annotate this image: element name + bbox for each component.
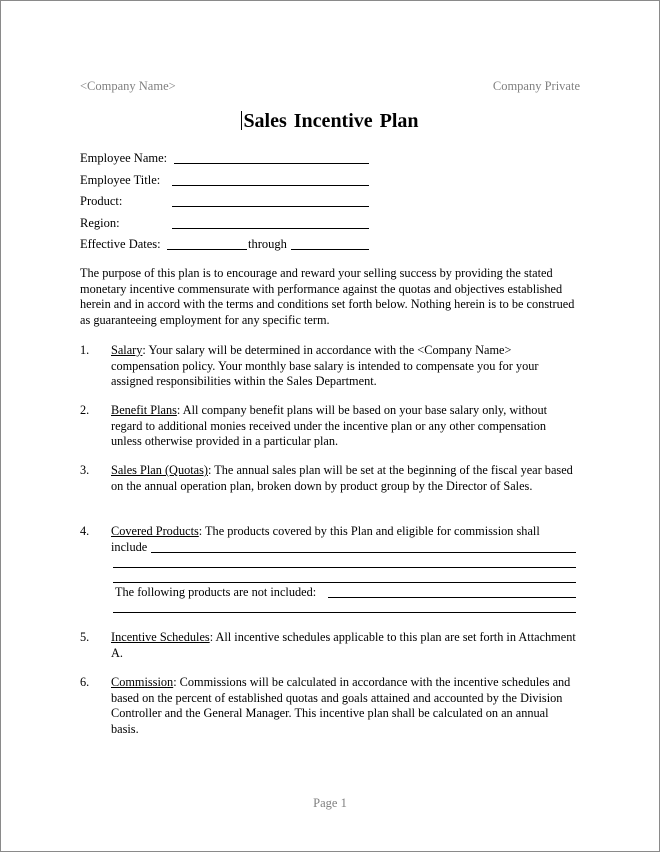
employee-title-line[interactable] bbox=[172, 185, 369, 186]
section-number: 4. bbox=[80, 524, 90, 538]
excluded-products-line-1[interactable] bbox=[328, 597, 576, 598]
section-number: 1. bbox=[80, 343, 90, 357]
region-field[interactable] bbox=[80, 215, 370, 231]
section-number: 3. bbox=[80, 463, 90, 477]
section-salary bbox=[80, 343, 580, 391]
product-line[interactable] bbox=[172, 206, 369, 207]
region-line[interactable] bbox=[172, 228, 369, 229]
effective-dates-label: Effective Dates: bbox=[80, 237, 161, 251]
section-heading: Incentive Schedules bbox=[111, 630, 210, 644]
section-incentive-schedules bbox=[80, 630, 580, 662]
section-heading: Sales Plan (Quotas) bbox=[111, 463, 208, 477]
section-heading: Commission bbox=[111, 675, 174, 689]
company-name-placeholder: <Company Name> bbox=[80, 79, 176, 93]
section-number: 5. bbox=[80, 630, 90, 644]
section-heading: Salary bbox=[111, 343, 143, 357]
product-label: Product: bbox=[80, 194, 123, 208]
employee-name-label: Employee Name: bbox=[80, 151, 168, 165]
page-number: Page 1 bbox=[313, 796, 347, 810]
employee-title-label: Employee Title: bbox=[80, 173, 161, 187]
section-text: : Commissions will be calculated in accordance with the incentive schedules and based on the percent of established quotas and goals attained and accounted by the Division Controller and the General Manager. This incentive plan shall be calculated on an annual basis. bbox=[111, 675, 571, 736]
employee-title-field[interactable] bbox=[80, 172, 370, 188]
document-title[interactable] bbox=[0, 110, 660, 133]
section-commission bbox=[80, 675, 580, 739]
document-title-text: Sales Incentive Plan bbox=[243, 110, 419, 132]
section-covered-products bbox=[80, 524, 580, 619]
included-products-line-1[interactable] bbox=[151, 552, 576, 553]
end-date-line[interactable] bbox=[291, 249, 369, 250]
through-label: through bbox=[248, 237, 287, 251]
section-text: : All company benefit plans will be based on your base salary only, without regard to additional monies received under the incentive plan or any other compensation unless otherwise provided in a particular plan. bbox=[111, 403, 548, 448]
section-benefit-plans bbox=[80, 403, 580, 451]
region-label: Region: bbox=[80, 216, 120, 230]
section-text: : Your salary will be determined in accordance with the <Company Name> compensation policy. Your monthly base salary is intended to compensate you for your assigned responsibilities within the Sales Department. bbox=[111, 343, 539, 388]
section-sales-plan bbox=[80, 463, 580, 511]
included-products-line-3[interactable] bbox=[113, 582, 576, 583]
product-field[interactable] bbox=[80, 193, 370, 209]
section-number: 6. bbox=[80, 675, 90, 689]
section-heading: Covered Products bbox=[111, 524, 199, 538]
purpose-paragraph: The purpose of this plan is to encourage and reward your selling success by providing the stated monetary incentive commensurate with performance against the quotas and objectives established herein and in accord with the terms and conditions set forth below. Nothing herein is to be construed as guaranteeing employment for any specific term. bbox=[80, 266, 575, 327]
employee-name-field[interactable] bbox=[80, 150, 370, 166]
section-text: : All incentive schedules applicable to this plan are set forth in Attachment A. bbox=[111, 630, 576, 660]
section-number: 2. bbox=[80, 403, 90, 417]
employee-name-line[interactable] bbox=[174, 163, 369, 164]
include-label: include bbox=[111, 540, 148, 554]
classification-label: Company Private bbox=[492, 79, 580, 93]
excluded-products-label: The following products are not included: bbox=[115, 585, 317, 599]
section-text: : The products covered by this Plan and eligible for commission shall bbox=[198, 524, 540, 538]
start-date-line[interactable] bbox=[167, 249, 247, 250]
included-products-line-2[interactable] bbox=[113, 567, 576, 568]
section-text: : The annual sales plan will be set at the beginning of the fiscal year based on the annual operation plan, broken down by product group by the Director of Sales. bbox=[111, 463, 573, 493]
effective-dates-field[interactable] bbox=[80, 236, 370, 252]
section-heading: Benefit Plans bbox=[111, 403, 177, 417]
excluded-products-line-2[interactable] bbox=[113, 612, 576, 613]
